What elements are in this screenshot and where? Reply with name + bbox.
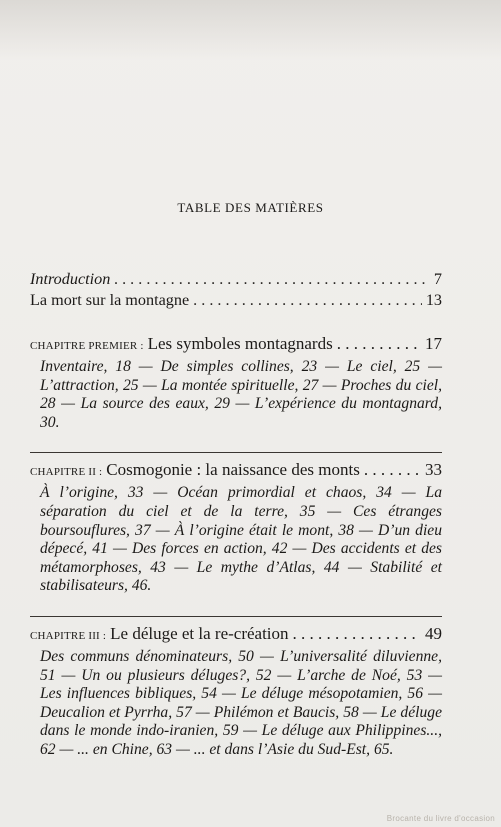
chapter-keyword: CHAPITRE III :	[30, 629, 107, 642]
chapter-page: 49	[425, 623, 442, 643]
divider	[30, 616, 442, 617]
chapter-page: 17	[425, 334, 442, 353]
chapter-page: 33	[425, 460, 442, 480]
chapter-description: Des communs dénominateurs, 50 — L’universalité diluvienne, 51 — Un ou plusieurs déluges?, 52 — L’arche de Noé, 53 — Les influences bibliques, 54 — Le déluge mésopotamien, 56 — Deucalion et Pyrrha, 57 — Philémon et Baucis, 58 — Le déluge dans le monde indo-iranien, 59 — Le déluge aux Philippines..., 62 — ... en Chine, 63 — ... et dans l’Asie du Sud-Est, 65.	[40, 647, 442, 758]
toc-entry-page: 13	[425, 291, 442, 309]
toc-entry-label: La mort sur la montagne	[30, 291, 190, 309]
chapter-keyword: CHAPITRE PREMIER :	[30, 340, 144, 352]
leader-dots	[293, 623, 421, 644]
table-of-contents	[30, 270, 442, 760]
chapter-title: Les symboles montagnards	[147, 334, 333, 353]
leader-dots	[114, 270, 430, 288]
chapter-keyword: CHAPITRE II :	[30, 466, 103, 479]
chapter-description: À l’origine, 33 — Océan primordial et chaos, 34 — La séparation du ciel et de la terre, 35 — Ces étranges boursouflures, 37 — À l’origine était le mont, 38 — D’un dieu dépecé, 41 — Des forces en action, 42 — Des accidents et des métamorphoses, 43 — Le mythe d’Atlas, 44 — Stabilité et stabilisateurs, 46.	[40, 484, 442, 595]
chapter-2	[30, 452, 442, 596]
chapter-heading	[30, 459, 442, 483]
chapter-1	[30, 333, 442, 432]
page-shadow	[0, 0, 501, 60]
leader-dots	[337, 333, 421, 354]
chapter-3	[30, 616, 442, 760]
toc-entry-label: Introduction	[30, 270, 111, 288]
page-title: TABLE DES MATIÈRES	[177, 200, 324, 215]
toc-entry-introduction	[30, 270, 442, 288]
divider	[30, 452, 442, 453]
watermark: Brocante du livre d'occasion	[386, 814, 495, 823]
chapter-title: Cosmogonie : la naissance des monts	[106, 460, 360, 480]
leader-dots	[364, 459, 421, 480]
chapter-heading	[30, 333, 442, 357]
chapter-title: Le déluge et la re-création	[110, 623, 289, 643]
toc-entry-mort	[30, 291, 442, 309]
chapter-description: Inventaire, 18 — De simples collines, 23 — Le ciel, 25 — L’attraction, 25 — La montée spirituelle, 27 — Proches du ciel, 28 — La source des eaux, 29 — L’expérience du montagnard, 30.	[40, 358, 442, 431]
chapter-heading	[30, 623, 442, 647]
toc-entry-page: 7	[433, 270, 442, 288]
leader-dots	[193, 291, 422, 309]
